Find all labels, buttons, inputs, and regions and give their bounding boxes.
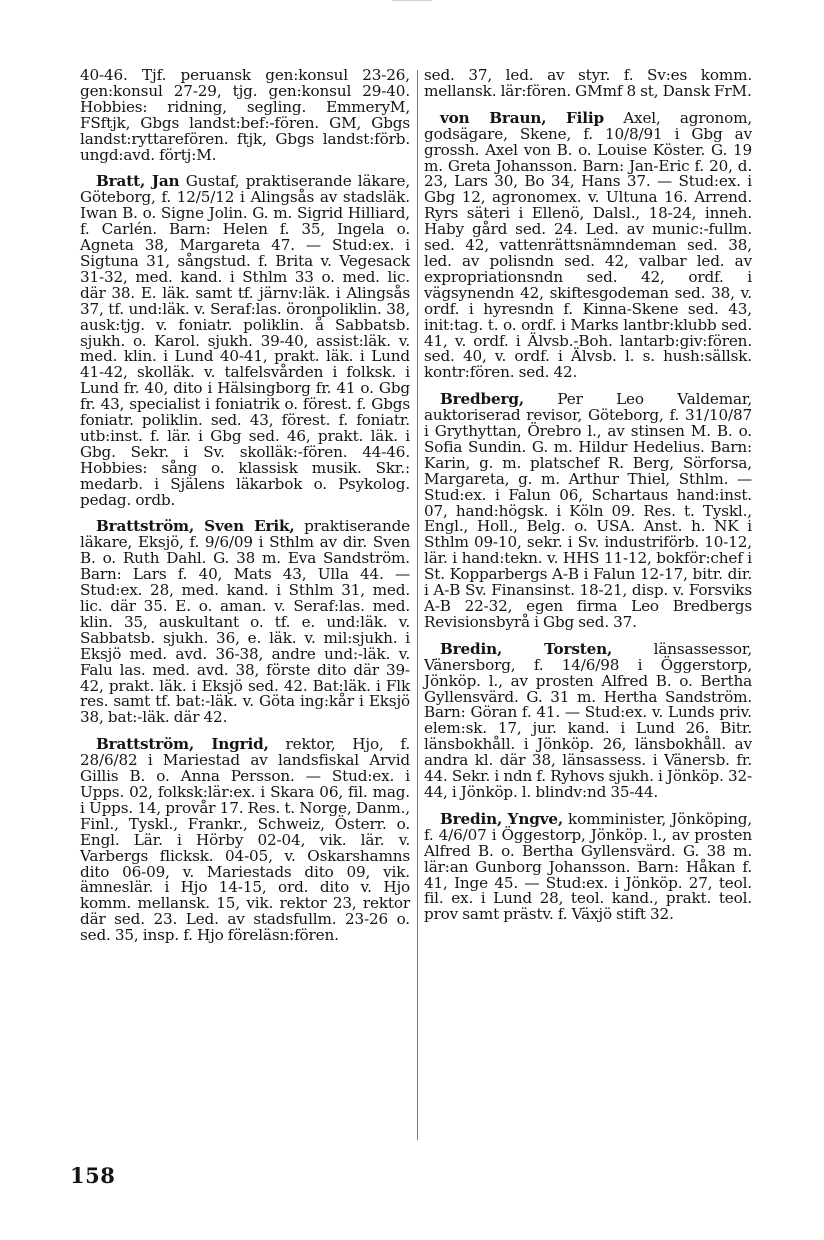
entry-body: praktiserande läkare, Eksjö, f. 9/6/09 i Sthlm av dir. Sven B. o. Ruth Dahl. G. 38 m. Eva Sandström. Barn: Lars f. 40, Mats 43, Ulla 44. — Stud:ex. 28, med. kand. i Sthlm 31, med. lic. där 35. E. o. aman. v. Seraf:las. med. klin. 35, auskultant o. tf. e. und:läk. v. Sabbatsb. sjukh. 36, e. läk. v. mil:sjukh. i Eksjö med. avd. 36-38, andre und:-läk. v. Falu las. med. avd. 38, förste dito där 39-42, prakt. läk. i Eksjö sed. 42. Bat:läk. i Flk res. samt tf. bat:-läk. v. Göta ing:kår i Eksjö 38, bat:-läk. där 42. [80, 517, 410, 727]
entry-name: Bredin, Torsten, [440, 639, 613, 658]
entry-body: Axel, agronom, godsägare, Skene, f. 10/8/91 i Gbg av grossh. Axel von B. o. Louise Köster. G. 19 m. Greta Johansson. Barn: Jan-Eric f. 20, d. 23, Lars 30, Bo 34, Hans 37. — Stud:ex. i Gbg 12, agronomex. v. Ultuna 16. Arrend. Ryrs säteri i Ellenö, Dalsl., 18-24, inneh. Haby gård sed. 24. Led. av munic:-fullm. sed. 42, vattenrättsnämndeman sed. 38, led. av polisndn sed. 42, valbar led. av expropriationsndn sed. 42, ordf. i vägsynendn 42, skiftesgodeman sed. 38, v. ordf. i hyresndn f. Kinna-Skene sed. 43, init:tag. t. o. ordf. i Marks lantbr:klubb sed. 41, v. ordf. i Älvsb.-Boh. lantarb:giv:fören. sed. 40, v. ordf. i Älvsb. l. s. hush:sällsk. kontr:fören. sed. 42. [424, 108, 753, 382]
continued-entry-text [424, 68, 752, 100]
biography-entry [424, 108, 753, 382]
entry-name: Bredberg, [440, 390, 524, 409]
left-column [80, 68, 410, 955]
entry-body: rektor, Hjo, f. 28/6/82 i Mariestad av landsfiskal Arvid Gillis B. o. Anna Persson. — Stud:ex. i Upps. 02, folksk:lär:ex. i Skara 06, fil. mag. i Upps. 14, provår 17. Res. t. Norge, Danm., Finl., Tyskl., Frankr., Schweiz, Österr. o. Engl. Lär. i Hörby 02-04, vik. lär. v. Varbergs flicksk. 04-05, v. Oskarshamns dito 06-09, v. Mariestads dito 09, vik. ämneslär. i Hjo 14-15, ord. dito v. Hjo komm. mellansk. 15, vik. rektor 23, rektor där sed. 23. Led. av stadsfullm. 23-26 o. sed. 35, insp. f. Hjo föreläsn:fören. [80, 735, 410, 945]
biography-entry [424, 392, 752, 631]
continued-entry-text [80, 68, 410, 163]
column-divider [417, 70, 418, 1140]
entry-body: länsassessor, Vänersborg, f. 14/6/98 i Öggerstorp, Jönköp. l., av prosten Alfred B. o. Bertha Gyllensvärd. G. 31 m. Hertha Sandström. Barn: Göran f. 41. — Stud:ex. v. Lunds priv. elem:sk. 17, jur. kand. i Lund 26. Bitr. länsbokhåll. i Jönköp. 26, länsbokhåll. av andra kl. där 38, länsassess. i Vänersb. fr. 44. Sekr. i ndn f. Ryhovs sjukh. i Jönköp. 32-44, i Jönköp. l. blindv:nd 35-44. [424, 639, 753, 801]
scan-edge-mark [392, 0, 432, 1]
biography-entry [80, 519, 410, 726]
entry-name: Brattström, Sven Erik, [96, 517, 295, 536]
entry-name: von Braun, Filip [440, 108, 604, 127]
entry-name: Bredin, Yngve, [440, 809, 564, 828]
biography-entry [80, 174, 410, 508]
entry-body: komminister, Jönköping, f. 4/6/07 i Öggestorp, Jönköp. l., av prosten Alfred B. o. Bertha Gyllensvärd. G. 38 m. lär:an Gunborg Johansson. Barn: Håkan f. 41, Inge 45. — Stud:ex. i Jönköp. 27, teol. fil. ex. i Lund 28, teol. kand., prakt. teol. prov samt prästv. f. Växjö stift 32. [424, 809, 752, 924]
biography-entry [424, 639, 753, 801]
page-number: 158 [70, 1163, 116, 1188]
entry-body: 40-46. Tjf. peruansk gen:konsul 23-26, gen:konsul 27-29, tjg. gen:konsul 29-40. Hobbies: ridning, segling. EmmeryM, FSftjk, Gbgs landst:bef:-fören. GM, Gbgs landst:ryttarefören. ftjk, Gbgs landst:förb. ungd:avd. förtj:M. [80, 66, 410, 164]
entry-name: Brattström, Ingrid, [96, 735, 269, 754]
right-column [424, 68, 752, 934]
biography-entry [424, 809, 752, 924]
entry-body: Per Leo Valdemar, auktoriserad revisor, Göteborg, f. 31/10/87 i Grythyttan, Örebro l., av stinsen M. B. o. Sofia Sundin. G. m. Hildur Hedelius. Barn: Karin, g. m. platschef R. Berg, Sörforsa, Margareta, g. m. Arthur Thiel, Sthlm. — Stud:ex. i Falun 06, Schartaus hand:inst. 07, hand:högsk. i Köln 09. Res. t. Tyskl., Engl., Holl., Belg. o. USA. Anst. h. NK i Sthlm 09-10, sekr. i Sv. industriförb. 10-12, lär. i hand:tekn. v. HHS 11-12, bokför:chef i St. Kopparbergs A-B i Falun 12-17, bitr. dir. i A-B Sv. Finansinst. 18-21, disp. v. Forsviks A-B 22-32, egen firma Leo Bredbergs Revisionsbyrå i Gbg sed. 37. [424, 390, 752, 631]
entry-name: Bratt, Jan [96, 172, 180, 191]
biography-entry [80, 737, 410, 944]
entry-body: Gustaf, praktiserande läkare, Göteborg, f. 12/5/12 i Alingsås av stadsläk. Iwan B. o. Signe Jolin. G. m. Sigrid Hilliard, f. Carlén. Barn: Helen f. 35, Ingela o. Agneta 38, Margareta 47. — Stud:ex. i Sigtuna 31, sångstud. f. Brita v. Vegesack 31-32, med. kand. i Sthlm 33 o. med. lic. där 38. E. läk. samt tf. järnv:läk. i Alingsås 37, tf. und:läk. v. Seraf:las. öronpoliklin. 38, ausk:tjg. v. foniatr. poliklin. å Sabbatsb. sjukh. o. Karol. sjukh. 39-40, assist:läk. v. med. klin. i Lund 40-41, prakt. läk. i Lund 41-42, skolläk. v. talfelsvården i folksk. i Lund fr. 40, dito i Hälsingborg fr. 41 o. Gbg fr. 43, specialist i foniatrik o. förest. f. Gbgs foniatr. poliklin. sed. 43, förest. f. foniatr. utb:inst. f. lär. i Gbg sed. 46, prakt. läk. i Gbg. Sekr. i Sv. skolläk:-fören. 44-46. Hobbies: sång o. klassisk musik. Skr.: medarb. i Själens läkarbok o. Psykolog. pedag. ordb. [80, 172, 411, 509]
entry-body: sed. 37, led. av styr. f. Sv:es komm. mellansk. lär:fören. GMmf 8 st, Dansk FrM. [424, 66, 752, 100]
